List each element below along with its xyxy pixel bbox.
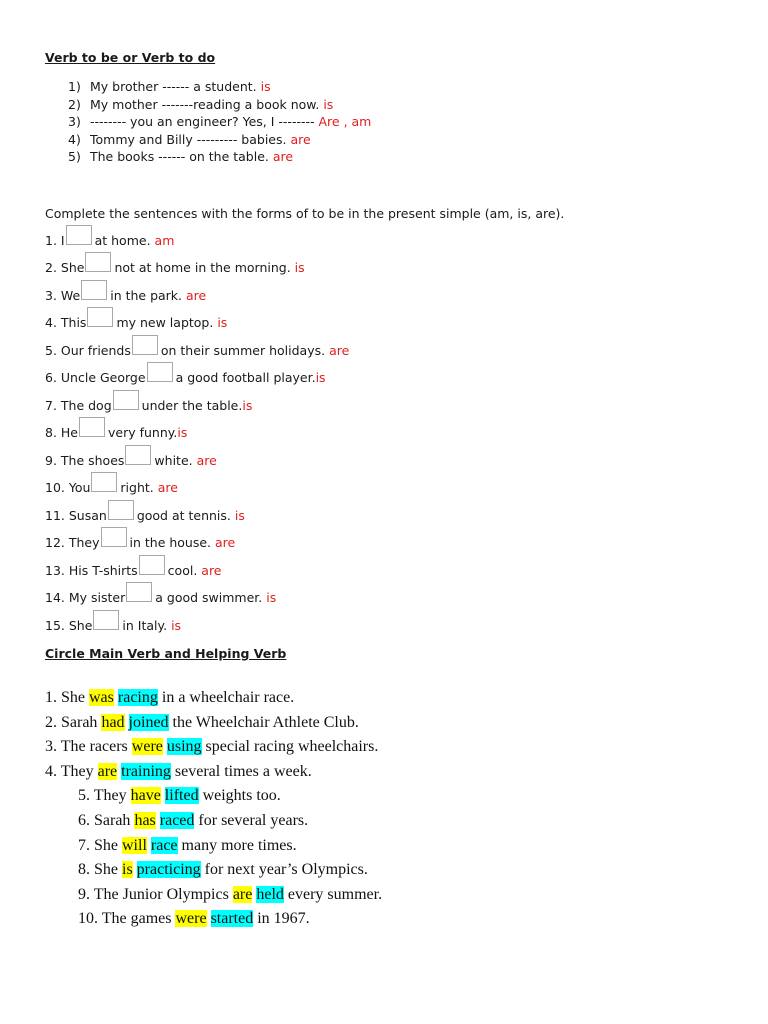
helping-verb: is xyxy=(122,861,133,879)
exercise-row xyxy=(45,331,349,359)
answer-text: are xyxy=(272,149,294,165)
main-verb: training xyxy=(121,762,171,780)
helping-verb: has xyxy=(134,811,156,829)
main-verb: using xyxy=(166,738,202,756)
item-number: 4) xyxy=(68,131,81,147)
sentence-start: 3. The racers xyxy=(45,738,128,756)
sentence-start: 8. She xyxy=(78,861,118,879)
sentence-start: 8. He xyxy=(45,425,78,440)
sentence-start: 4. They xyxy=(45,762,94,780)
main-verb: race xyxy=(150,836,178,854)
sentence-end: weights too. xyxy=(202,787,281,805)
sentence-end: under the table. xyxy=(141,397,243,413)
sentence-start: 2. Sarah xyxy=(45,713,98,731)
sentence-end: for next year’s Olympics. xyxy=(204,861,368,879)
exercise-row xyxy=(45,414,349,442)
sentence-end: many more times. xyxy=(181,836,297,854)
answer-blank[interactable] xyxy=(85,252,111,272)
exercise-row xyxy=(45,496,349,524)
sentence-end: several times a week. xyxy=(174,762,312,780)
exercise-row xyxy=(45,524,349,552)
sentence-start: 3. We xyxy=(45,287,81,303)
answer-text: is xyxy=(315,370,326,385)
sentence-end: in 1967. xyxy=(257,910,310,928)
sentence-end: in Italy. xyxy=(122,617,168,633)
answer-text: are xyxy=(290,131,311,147)
answer-text: is xyxy=(242,397,253,413)
sentence-start: 10. The games xyxy=(78,910,172,928)
helping-verb: will xyxy=(122,836,147,854)
list-item xyxy=(45,736,382,761)
list-item xyxy=(45,687,382,712)
list-item xyxy=(45,859,382,884)
sentence-start: 9. The shoes xyxy=(45,452,125,468)
sentence-end: white. xyxy=(154,452,193,468)
sentence-start: 4. This xyxy=(45,315,87,330)
list-item xyxy=(45,785,382,810)
answer-blank[interactable] xyxy=(147,362,173,382)
sentence-start: 5. They xyxy=(78,787,127,805)
answer-blank[interactable] xyxy=(108,500,134,520)
main-verb: racing xyxy=(117,689,158,706)
answer-text: am xyxy=(154,232,175,248)
sentence-end: a good football player. xyxy=(175,370,316,385)
main-verb: joined xyxy=(128,713,169,731)
sentence-end: on their summer holidays. xyxy=(160,342,326,358)
answer-text: are xyxy=(201,562,222,578)
helping-verb: were xyxy=(131,738,163,756)
sentence-end: at home. xyxy=(94,232,151,248)
sentence-end: cool. xyxy=(167,562,198,578)
answer-text: is xyxy=(323,96,334,112)
sentence-end: every summer. xyxy=(287,885,383,903)
answer-blank[interactable] xyxy=(139,555,165,575)
section3-list xyxy=(45,687,382,933)
item-text: My brother ------ a student. xyxy=(90,79,257,94)
sentence-end: a good swimmer. xyxy=(155,590,263,605)
answer-blank[interactable] xyxy=(79,417,105,437)
helping-verb: was xyxy=(89,689,114,706)
answer-text: are xyxy=(196,452,217,468)
sentence-start: 2. She xyxy=(45,260,85,275)
item-number: 3) xyxy=(68,114,81,130)
answer-blank[interactable] xyxy=(113,390,139,410)
list-item xyxy=(68,96,371,114)
sentence-start: 1. She xyxy=(45,689,85,706)
item-text: The books ------ on the table. xyxy=(90,149,269,165)
section1-title: Verb to be or Verb to do xyxy=(45,50,216,65)
list-item xyxy=(45,908,382,933)
main-verb: started xyxy=(210,910,254,928)
exercise-row xyxy=(45,221,349,249)
sentence-end: not at home in the morning. xyxy=(114,260,291,275)
sentence-start: 14. My sister xyxy=(45,590,126,605)
answer-text: is xyxy=(217,315,228,330)
answer-text: is xyxy=(260,79,271,94)
list-item xyxy=(45,835,382,860)
sentence-start: 6. Sarah xyxy=(78,811,131,829)
sentence-end: for several years. xyxy=(198,811,309,829)
helping-verb: were xyxy=(175,910,207,928)
sentence-start: 12. They xyxy=(45,535,100,550)
sentence-start: 11. Susan xyxy=(45,507,107,523)
main-verb: lifted xyxy=(164,787,199,805)
section2-instruction: Complete the sentences with the forms of to be in the present simple (am, is, are). xyxy=(45,206,565,221)
item-text: Tommy and Billy --------- babies. xyxy=(90,131,287,147)
exercise-row xyxy=(45,606,349,634)
answer-text: are xyxy=(186,287,207,303)
sentence-start: 10. You xyxy=(45,480,91,495)
answer-blank[interactable] xyxy=(126,582,152,602)
sentence-end: in a wheelchair race. xyxy=(161,689,295,706)
exercise-row xyxy=(45,551,349,579)
sentence-start: 6. Uncle George xyxy=(45,370,146,385)
section1-list xyxy=(68,78,371,166)
helping-verb: had xyxy=(101,713,125,731)
main-verb: held xyxy=(256,885,284,903)
list-item xyxy=(45,761,382,786)
answer-blank[interactable] xyxy=(132,335,158,355)
sentence-start: 1. I xyxy=(45,232,65,248)
section3-title: Circle Main Verb and Helping Verb xyxy=(45,646,287,661)
list-item xyxy=(68,148,371,166)
item-number: 1) xyxy=(68,79,81,94)
exercise-row xyxy=(45,276,349,304)
answer-text: is xyxy=(266,590,277,605)
list-item xyxy=(68,78,371,96)
exercise-row xyxy=(45,579,349,607)
exercise-row xyxy=(45,441,349,469)
helping-verb: are xyxy=(97,762,118,780)
answer-text: are xyxy=(157,480,178,495)
sentence-end: right. xyxy=(120,480,154,495)
answer-text: are xyxy=(215,535,236,550)
sentence-start: 13. His T-shirts xyxy=(45,562,138,578)
sentence-start: 15. She xyxy=(45,617,93,633)
helping-verb: are xyxy=(232,885,253,903)
answer-text: Are , am xyxy=(318,114,372,130)
exercise-row xyxy=(45,386,349,414)
sentence-end: in the park. xyxy=(110,287,183,303)
list-item xyxy=(68,131,371,149)
answer-blank[interactable] xyxy=(93,610,119,630)
exercise-row xyxy=(45,249,349,277)
section2-list xyxy=(45,221,349,634)
sentence-end: special racing wheelchairs. xyxy=(205,738,379,756)
item-text: -------- you an engineer? Yes, I -------- xyxy=(90,114,315,130)
sentence-start: 7. She xyxy=(78,836,118,854)
answer-blank[interactable] xyxy=(91,472,117,492)
answer-blank[interactable] xyxy=(87,307,113,327)
main-verb: raced xyxy=(159,811,195,829)
answer-blank[interactable] xyxy=(101,527,127,547)
answer-text: is xyxy=(234,507,245,523)
sentence-end: the Wheelchair Athlete Club. xyxy=(172,713,359,731)
item-text: My mother -------reading a book now. xyxy=(90,96,320,112)
item-number: 5) xyxy=(68,149,81,165)
main-verb: practicing xyxy=(136,861,201,879)
sentence-end: good at tennis. xyxy=(136,507,231,523)
list-item xyxy=(45,712,382,737)
item-number: 2) xyxy=(68,96,81,112)
sentence-start: 7. The dog xyxy=(45,397,112,413)
answer-text: is xyxy=(171,617,182,633)
answer-text: is xyxy=(294,260,305,275)
sentence-start: 9. The Junior Olympics xyxy=(78,885,229,903)
answer-blank[interactable] xyxy=(81,280,107,300)
helping-verb: have xyxy=(130,787,161,805)
sentence-start: 5. Our friends xyxy=(45,342,131,358)
exercise-row xyxy=(45,469,349,497)
sentence-end: my new laptop. xyxy=(116,315,214,330)
sentence-end: in the house. xyxy=(129,535,212,550)
list-item xyxy=(45,884,382,909)
answer-blank[interactable] xyxy=(125,445,151,465)
answer-blank[interactable] xyxy=(66,225,92,245)
exercise-row xyxy=(45,359,349,387)
answer-text: is xyxy=(177,425,188,440)
sentence-end: very funny. xyxy=(108,425,178,440)
list-item xyxy=(45,810,382,835)
list-item xyxy=(68,113,371,131)
answer-text: are xyxy=(329,342,350,358)
exercise-row xyxy=(45,304,349,332)
